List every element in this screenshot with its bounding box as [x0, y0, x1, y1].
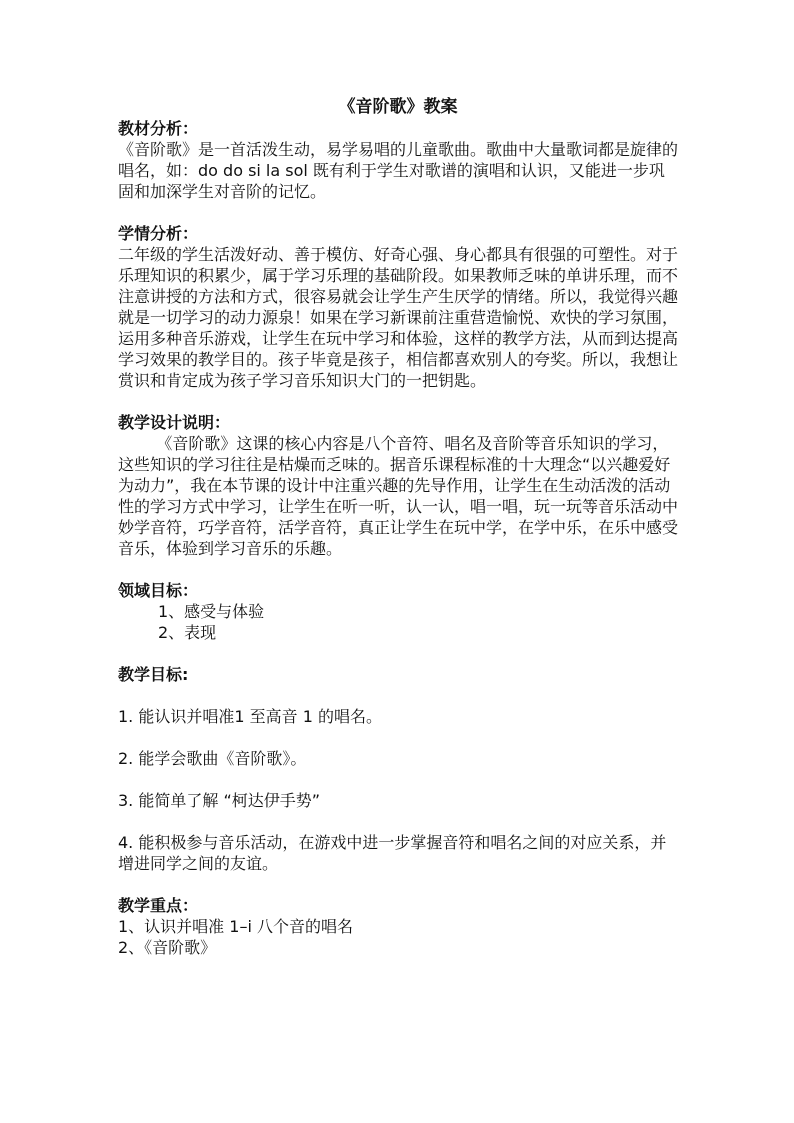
- teaching-goal-item: 1. 能认识并唱准1 至高音 1 的唱名。: [118, 707, 382, 726]
- section-heading-textbook-analysis: 教材分析：: [118, 119, 199, 138]
- section-heading-key-points: 教学重点：: [118, 896, 199, 915]
- key-point-item: 1、认识并唱准 1–i 八个音的唱名: [118, 917, 353, 936]
- key-point-item: 2、《音阶歌》: [118, 938, 217, 957]
- section-heading-design-notes: 教学设计说明：: [118, 413, 231, 432]
- domain-goal-item: 2、表现: [158, 623, 217, 642]
- teaching-goal-item: 4. 能积极参与音乐活动，在游戏中进一步掌握音符和唱名之间的对应关系，并增进同学之间的友谊。: [118, 833, 667, 873]
- teaching-goal-item: 3. 能简单了解 “柯达伊手势”: [118, 791, 321, 810]
- section-body-design-notes: 《音阶歌》这课的核心内容是八个音符、唱名及音阶等音乐知识的学习，这些知识的学习往往是枯燥而乏味的。据音乐课程标准的十大理念“以兴趣爱好为动力”，我在本节课的设计中注重兴趣的先导作用，让学生在生动活泼的活动性的学习方式中学习，让学生在听一听，认一认，唱一唱，玩一玩等音乐活动中妙学音符，巧学音符，活学音符，真正让学生在玩中学，在学中乐，在乐中感受音乐，体验到学习音乐的乐趣。: [118, 434, 679, 558]
- teaching-goal-item: 2. 能学会歌曲《音阶歌》。: [118, 749, 307, 768]
- section-heading-domain-goals: 领域目标：: [118, 581, 199, 600]
- domain-goal-item: 1、感受与体验: [158, 602, 265, 621]
- document-page: [118, 96, 678, 958]
- section-heading-teaching-goals: 教学目标:: [118, 665, 189, 684]
- section-body-textbook-analysis: 《音阶歌》是一首活泼生动，易学易唱的儿童歌曲。歌曲中大量歌词都是旋律的唱名，如：do do si la sol 既有利于学生对歌谱的演唱和认识，又能进一步巩固和加深学生对音阶的记忆。: [118, 140, 679, 201]
- document-title: 《音阶歌》教案: [338, 97, 458, 117]
- section-body-student-analysis: 二年级的学生活泼好动、善于模仿、好奇心强、身心都具有很强的可塑性。对于乐理知识的积累少，属于学习乐理的基础阶段。如果教师乏味的单讲乐理，而不注意讲授的方法和方式，很容易就会让学生产生厌学的情绪。所以，我觉得兴趣就是一切学习的动力源泉！如果在学习新课前注重营造愉悦、欢快的学习氛围，运用多种音乐游戏，让学生在玩中学习和体验，这样的教学方法，从而到达提高学习效果的教学目的。孩子毕竟是孩子，相信都喜欢别人的夸奖。所以，我想让赏识和肯定成为孩子学习音乐知识大门的一把钥匙。: [118, 245, 679, 390]
- section-heading-student-analysis: 学情分析：: [118, 224, 199, 243]
